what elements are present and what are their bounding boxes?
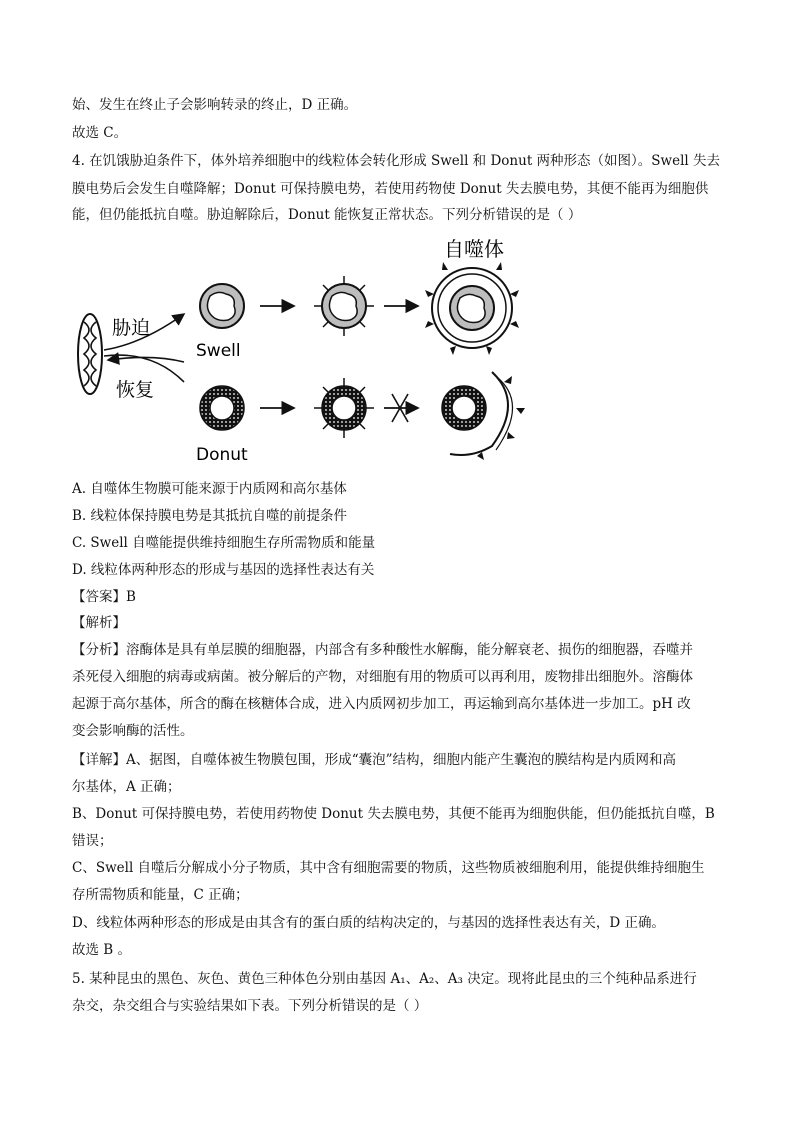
autophagosome-icon [425, 262, 519, 355]
option-d: D. 线粒体两种形态的形成与基因的选择性表达有关 [72, 562, 375, 578]
analysis-line: 起源于高尔基体，所含的酶在核糖体合成，进入内质网初步加工，再运输到高尔基体进一步加工。pH 改 [72, 696, 691, 712]
analysis-line: 变会影响酶的活性。 [72, 723, 194, 739]
text-line: 始、发生在终止子会影响转录的终止，D 正确。 [72, 97, 358, 113]
analysis-line: D、线粒体两种形态的形成是由其含有的蛋白质的结构决定的，与基因的选择性表达有关，D 正确。 [72, 915, 665, 931]
donut-label: Donut [196, 445, 248, 465]
analysis-line: 故选 B 。 [72, 942, 132, 958]
analysis-header: 【解析】 [72, 615, 126, 631]
swell-mitochondrion-icon [200, 284, 244, 328]
analysis-line: 尔基体，A 正确； [72, 779, 181, 795]
analysis-line: 【详解】A、据图，自噬体被生物膜包围，形成“囊泡”结构，细胞内能产生囊泡的膜结构是内质网和高 [72, 752, 677, 768]
donut-resisting-autophagy-icon [442, 372, 525, 460]
text-line: 故选 C。 [72, 125, 128, 141]
swell-depolarized-icon [314, 276, 374, 336]
donut-depolarized-icon [314, 378, 374, 438]
question-5-stem: 杂交，杂交组合与实验结果如下表。下列分析错误的是（ ） [72, 998, 428, 1014]
analysis-line: 【分析】溶酶体是具有单层膜的细胞器，内部含有多种酸性水解酶，能分解衰老、损伤的细胞器，吞噬并 [72, 642, 693, 658]
donut-mitochondrion-icon [200, 386, 244, 430]
question-4-stem: 膜电势后会发生自噬降解；Donut 可保持膜电势，若使用药物使 Donut 失去膜电势，其便不能再为细胞供 [72, 181, 709, 197]
question-5-stem: 5. 某种昆虫的黑色、灰色、黄色三种体色分别由基因 A₁、A₂、A₃ 决定。现将此昆虫的三个纯种品系进行 [72, 971, 697, 987]
analysis-line: B、Donut 可保持膜电势，若使用药物使 Donut 失去膜电势，其便不能再为细胞供能，但仍能抵抗自噬，B [72, 806, 715, 822]
autophagosome-label: 自噬体 [444, 237, 504, 261]
question-4-stem: 4. 在饥饿胁迫条件下，体外培养细胞中的线粒体会转化形成 Swell 和 Donut 两种形态（如图）。Swell 失去 [72, 153, 720, 169]
mitochondrion-icon [78, 314, 102, 394]
recover-label: 恢复 [116, 379, 155, 401]
question-4-stem: 能，但仍能抵抗自噬。胁迫解除后，Donut 能恢复正常状态。下列分析错误的是（ ） [72, 207, 582, 223]
analysis-line: 存所需物质和能量，C 正确； [72, 887, 249, 903]
analysis-line: C、Swell 自噬后分解成小分子物质，其中含有细胞需要的物质，这些物质被细胞利用，能提供维持细胞生 [72, 860, 705, 876]
mitochondria-figure [72, 232, 532, 472]
option-a: A. 自噬体生物膜可能来源于内质网和高尔基体 [72, 481, 347, 497]
analysis-line: 杀死侵入细胞的病毒或病菌。被分解后的产物，对细胞有用的物质可以再利用，废物排出细胞外。溶酶体 [72, 669, 693, 685]
answer-line: 【答案】B [72, 589, 136, 605]
stress-label: 胁迫 [112, 317, 151, 339]
analysis-line: 错误； [72, 833, 113, 849]
swell-label: Swell [196, 341, 241, 361]
option-c: C. Swell 自噬能提供维持细胞生存所需物质和能量 [72, 535, 376, 551]
option-b: B. 线粒体保持膜电势是其抵抗自噬的前提条件 [72, 508, 348, 524]
